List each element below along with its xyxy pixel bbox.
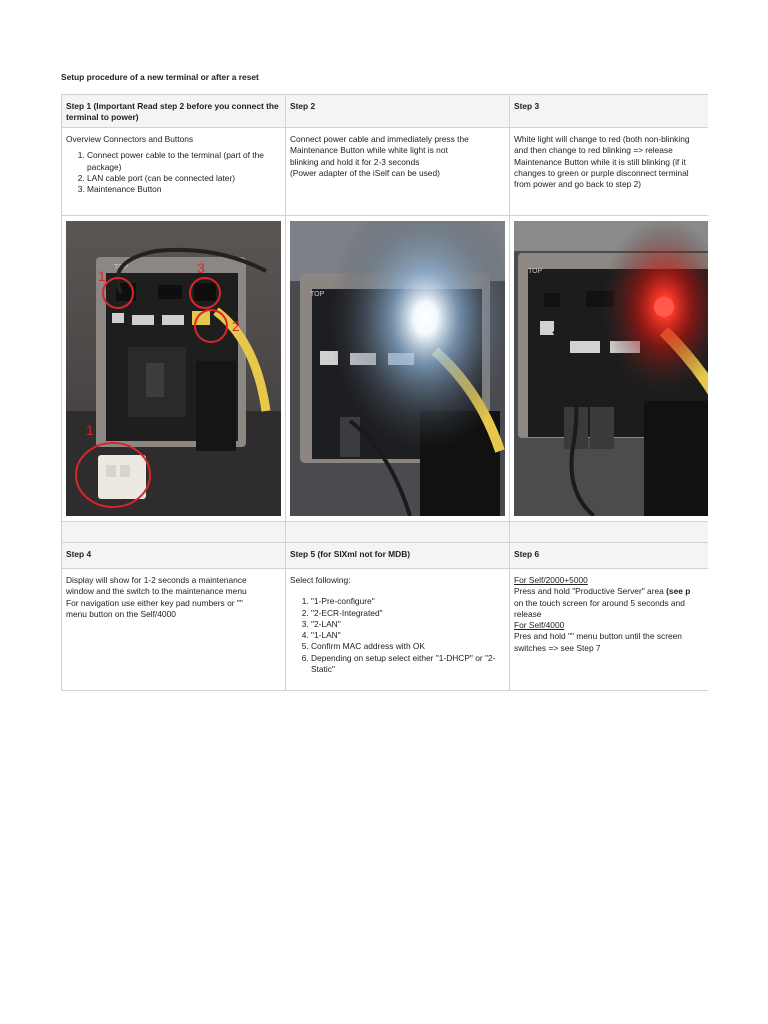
- step6-line: release: [514, 608, 542, 619]
- step6-line-bold: (see p: [666, 586, 691, 597]
- photo-cell-1: [62, 216, 286, 522]
- list-item: 6. Depending on setup select either "1-DHCP" or "2-Static": [311, 653, 503, 676]
- list-item: 5. Confirm MAC address with OK: [311, 641, 503, 652]
- step2-line: Maintenance Button while white light is not: [290, 145, 448, 156]
- step4-line: menu button on the Self/4000: [66, 608, 176, 619]
- step5-header: Step 5 (for SIXml not for MDB): [286, 543, 510, 569]
- list-item: 4. "1-LAN": [311, 630, 503, 641]
- step6-line: [514, 586, 708, 597]
- white-light-photo: [290, 221, 505, 516]
- step6-heading-self2000: For Self/2000+5000: [514, 575, 588, 585]
- step4-header: Step 4: [62, 543, 286, 569]
- step6-line-text: Press and hold "Productive Server" area: [514, 586, 667, 597]
- list-item: 3. Maintenance Button: [87, 184, 279, 195]
- step3-text: [510, 128, 709, 216]
- header-row-2: [62, 543, 709, 569]
- step1-text: [62, 128, 286, 216]
- spacer-cell: [286, 522, 510, 543]
- terminal-connectors-photo: [66, 221, 281, 516]
- photo-row: [62, 216, 709, 522]
- step4-line: For navigation use either key pad numbers or "": [66, 597, 243, 608]
- step5-text: [286, 569, 510, 691]
- step3-line: changes to green or purple disconnect terminal: [514, 167, 689, 178]
- list-item: 3. "2-LAN": [311, 619, 503, 630]
- step5-intro: Select following:: [290, 575, 351, 585]
- step2-line: blinking and hold it for 2-3 seconds: [290, 156, 420, 167]
- step3-line: from power and go back to step 2): [514, 179, 642, 190]
- step2-header: Step 2: [286, 95, 510, 128]
- step2-line: Connect power cable and immediately press the: [290, 134, 469, 144]
- red-light-photo: [514, 221, 708, 516]
- list-item: 1. "1-Pre-configure": [311, 596, 503, 607]
- step6-text: [510, 569, 709, 691]
- step6-line: switches => see Step 7: [514, 642, 601, 653]
- photo-cell-2: [286, 216, 510, 522]
- step6-header: Step 6: [510, 543, 709, 569]
- svg-text:1: 1: [98, 268, 106, 284]
- list-item: 1. Connect power cable to the terminal (part of the package): [87, 150, 279, 173]
- step2-line: (Power adapter of the iSelf can be used): [290, 167, 440, 178]
- spacer-row: [62, 522, 709, 543]
- step1-list: [66, 150, 279, 195]
- step1-intro: Overview Connectors and Buttons: [66, 134, 194, 144]
- photo-cell-3: [510, 216, 709, 522]
- page-title: Setup procedure of a new terminal or after a reset: [61, 72, 259, 82]
- step4-text: [62, 569, 286, 691]
- step3-header: Step 3: [510, 95, 709, 128]
- spacer-cell: [62, 522, 286, 543]
- svg-text:3: 3: [197, 260, 205, 276]
- spacer-cell: [510, 522, 709, 543]
- list-item: 2. "2-ECR-Integrated": [311, 608, 503, 619]
- step5-list: [290, 596, 503, 675]
- header-row-1: [62, 95, 709, 128]
- step6-line: Pres and hold "" menu button until the screen: [514, 631, 682, 642]
- step3-line: White light will change to red (both non-blinking: [514, 134, 690, 144]
- text-row-1: [62, 128, 709, 216]
- step3-line: and then change to red blinking => release: [514, 145, 673, 156]
- step6-line: on the touch screen for around 5 seconds and: [514, 597, 685, 608]
- step6-heading-self4000: For Self/4000: [514, 620, 565, 631]
- step2-text: [286, 128, 510, 216]
- procedure-table: [61, 94, 708, 691]
- svg-text:1: 1: [86, 422, 94, 438]
- list-item: 2. LAN cable port (can be connected later): [87, 173, 279, 184]
- text-row-2: [62, 569, 709, 691]
- step3-line: Maintenance Button while it is still blinking (if it: [514, 156, 686, 167]
- step4-line: window and the switch to the maintenance menu: [66, 586, 247, 597]
- svg-text:2: 2: [232, 318, 240, 334]
- step4-line: Display will show for 1-2 seconds a maintenance: [66, 575, 247, 585]
- step1-header: Step 1 (Important Read step 2 before you connect the terminal to power): [62, 95, 286, 128]
- svg-text:TOP: TOP: [114, 264, 129, 271]
